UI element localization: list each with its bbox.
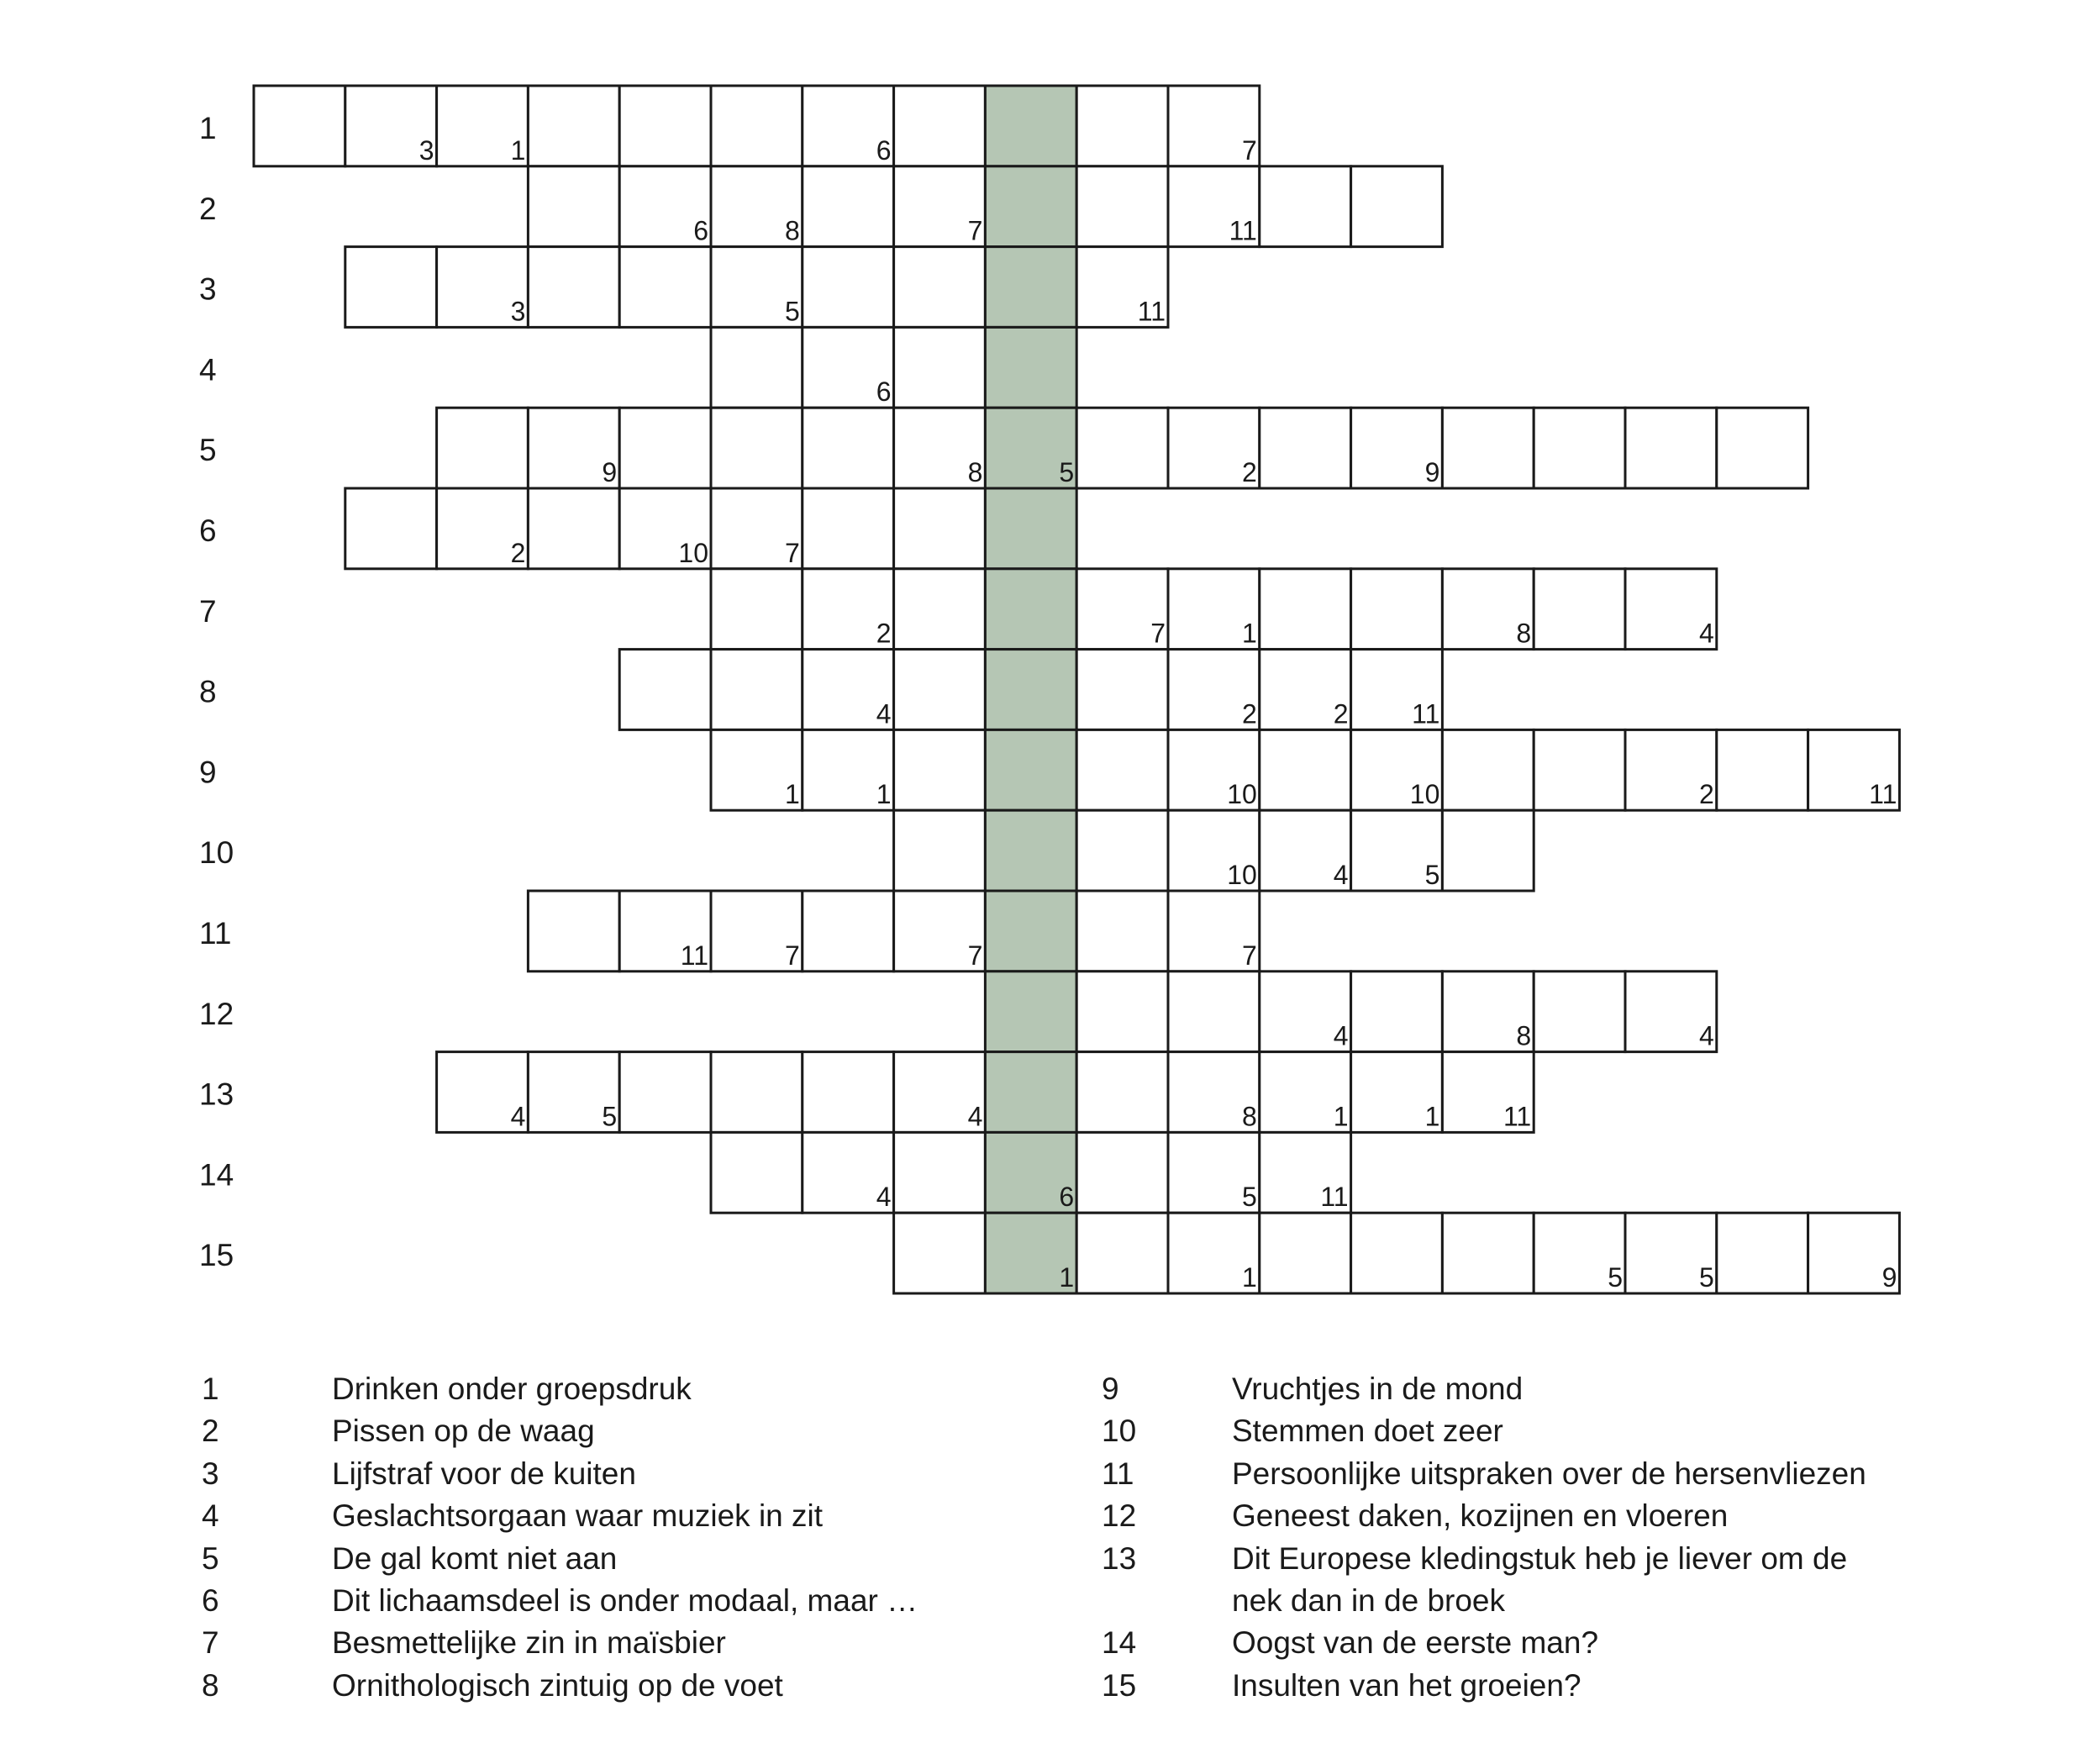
clue-15 [1102, 1665, 2026, 1707]
crossword-cell[interactable] [1351, 569, 1443, 650]
cell-letter-number: 3 [510, 296, 526, 327]
crossword-cell[interactable] [1076, 891, 1168, 972]
crossword-cell[interactable] [1351, 166, 1443, 247]
crossword-cell[interactable] [711, 650, 803, 730]
cell-letter-number: 8 [785, 215, 800, 246]
cell-letter-number: 11 [1229, 215, 1257, 246]
crossword-cell[interactable] [1076, 1213, 1168, 1293]
clue-number: 14 [1102, 1625, 1137, 1661]
crossword-cell[interactable] [1076, 972, 1168, 1052]
crossword-cell[interactable] [711, 569, 803, 650]
crossword-cell[interactable] [1260, 166, 1351, 247]
clue-number: 9 [1102, 1372, 1119, 1406]
crossword-cell[interactable] [894, 569, 986, 650]
cell-letter-number: 2 [510, 537, 526, 568]
crossword-cell[interactable] [1260, 729, 1351, 810]
key-column-cell[interactable] [985, 810, 1076, 891]
clue-number: 5 [202, 1540, 219, 1576]
clue-list-right [1102, 1368, 2026, 1707]
cell-letter-number: 6 [876, 376, 892, 408]
row-label-6: 6 [199, 513, 217, 548]
cell-letter-number: 8 [1242, 1101, 1257, 1132]
cell-letter-number: 11 [1502, 1101, 1532, 1132]
clue-10 [1102, 1410, 2026, 1452]
clue-text: Persoonlijke uitspraken over de hersenvliezen [1232, 1456, 1866, 1491]
clue-number: 2 [202, 1414, 219, 1449]
crossword-cell[interactable] [803, 488, 894, 569]
crossword-cell[interactable] [1534, 408, 1625, 488]
crossword-cell[interactable] [345, 488, 437, 569]
cell-letter-number: 11 [1412, 698, 1440, 729]
crossword-cell[interactable] [1260, 569, 1351, 650]
cell-letter-number: 9 [602, 457, 618, 487]
crossword-cell[interactable] [711, 86, 803, 166]
clue-text: nek dan in de broek [1232, 1583, 1506, 1619]
cell-letter-number: 8 [1516, 1020, 1532, 1051]
cell-letter-number: 4 [1699, 618, 1714, 649]
row-label-15: 15 [199, 1238, 234, 1273]
crossword-cell[interactable] [528, 247, 619, 328]
crossword-cell[interactable] [1076, 1052, 1168, 1133]
cell-letter-number: 5 [602, 1101, 618, 1132]
crossword-cell[interactable] [894, 1132, 986, 1213]
crossword-cell[interactable] [1076, 166, 1168, 247]
cell-letter-number: 10 [1227, 860, 1257, 890]
crossword-cell[interactable] [619, 247, 711, 328]
crossword-cell[interactable] [803, 408, 894, 488]
cell-letter-number: 4 [1333, 860, 1349, 890]
crossword-cell[interactable] [894, 327, 986, 408]
crossword-cell[interactable] [1534, 729, 1625, 810]
cell-letter-number: 7 [967, 215, 983, 246]
cell-letter-number: 4 [967, 1101, 983, 1132]
crossword-cell[interactable] [528, 166, 619, 247]
key-column-cell[interactable] [985, 729, 1076, 810]
cell-letter-number: 8 [1516, 618, 1532, 649]
crossword-cell[interactable] [894, 247, 986, 328]
row-label-1: 1 [199, 111, 217, 145]
clue-number: 6 [202, 1583, 219, 1619]
clue-text: Oogst van de eerste man? [1232, 1625, 1599, 1661]
crossword-cell[interactable] [1076, 1132, 1168, 1213]
cell-letter-number: 1 [876, 779, 892, 810]
cell-letter-number: 1 [1424, 1101, 1440, 1132]
crossword-cell[interactable] [894, 488, 986, 569]
cell-letter-number: 7 [1150, 618, 1166, 649]
clue-text: Besmettelijke zin in maïsbier [332, 1625, 726, 1661]
clue-number: 13 [1102, 1540, 1137, 1576]
clue-number: 12 [1102, 1498, 1137, 1534]
key-column-cell[interactable] [985, 1052, 1076, 1133]
clue-text: Dit lichaamsdeel is onder modaal, maar … [332, 1583, 918, 1619]
crossword-cell[interactable] [711, 1052, 803, 1133]
cell-letter-number: 2 [1699, 779, 1714, 810]
row-label-2: 2 [199, 191, 217, 226]
cell-letter-number: 1 [1242, 618, 1257, 649]
key-column-cell[interactable] [985, 247, 1076, 328]
clue-text: Ornithologisch zintuig op de voet [332, 1667, 783, 1703]
clue-3 [202, 1453, 958, 1495]
crossword-cell[interactable] [803, 1052, 894, 1133]
cell-letter-number: 10 [1227, 779, 1257, 810]
cell-letter-number: 2 [1242, 457, 1257, 487]
cell-letter-number: 2 [1242, 698, 1257, 729]
crossword-cell[interactable] [1260, 1213, 1351, 1293]
clue-text: Dit Europese kledingstuk heb je liever om de [1232, 1540, 1848, 1576]
crossword-cell[interactable] [619, 650, 711, 730]
clue-number: 1 [202, 1372, 219, 1406]
clue-number: 8 [202, 1667, 219, 1703]
clue-13 [1102, 1538, 2026, 1580]
cell-letter-number: 2 [876, 618, 892, 649]
clue-number: 7 [202, 1625, 219, 1661]
cell-letter-number: 7 [967, 940, 983, 971]
cell-letter-number: 6 [1059, 1182, 1075, 1213]
row-label-11: 11 [199, 916, 232, 950]
crossword-cell[interactable] [1076, 408, 1168, 488]
clue-11 [1102, 1453, 2026, 1495]
crossword-cell[interactable] [1534, 972, 1625, 1052]
crossword-cell[interactable] [619, 408, 711, 488]
crossword-cell[interactable] [1351, 1213, 1443, 1293]
crossword-cell[interactable] [619, 86, 711, 166]
cell-letter-number: 11 [680, 940, 708, 971]
cell-letter-number: 5 [1699, 1262, 1714, 1293]
crossword-cell[interactable] [528, 86, 619, 166]
clue-number: 11 [1102, 1456, 1134, 1491]
crossword-cell[interactable] [803, 166, 894, 247]
cell-letter-number: 10 [678, 537, 708, 568]
cell-letter-number: 1 [785, 779, 800, 810]
cell-letter-number: 5 [1608, 1262, 1623, 1293]
cell-letter-number: 7 [1242, 940, 1257, 971]
crossword-cell[interactable] [1442, 729, 1534, 810]
row-label-8: 8 [199, 674, 217, 709]
clue-13-continuation [1102, 1580, 2026, 1622]
crossword-cell[interactable] [345, 247, 437, 328]
cell-letter-number: 1 [1242, 1262, 1257, 1293]
row-label-14: 14 [199, 1157, 234, 1193]
key-column-cell[interactable] [985, 488, 1076, 569]
key-column-cell[interactable] [985, 891, 1076, 972]
clue-list-left [202, 1368, 958, 1707]
cell-letter-number: 4 [1333, 1020, 1349, 1051]
key-column-cell[interactable] [985, 972, 1076, 1052]
clue-9 [1102, 1368, 2026, 1410]
clue-text: Stemmen doet zeer [1232, 1414, 1503, 1449]
cell-letter-number: 3 [418, 134, 434, 166]
cell-letter-number: 5 [1424, 860, 1440, 890]
cell-letter-number: 9 [1424, 457, 1440, 487]
crossword-cell[interactable] [1442, 1213, 1534, 1293]
key-column-cell[interactable] [985, 166, 1076, 247]
row-label-3: 3 [199, 271, 217, 307]
key-column-cell[interactable] [985, 569, 1076, 650]
crossword-cell[interactable] [894, 729, 986, 810]
crossword-cell[interactable] [711, 1132, 803, 1213]
cell-letter-number: 10 [1409, 779, 1440, 810]
crossword-cell[interactable] [1717, 729, 1808, 810]
clue-text: Lijfstraf voor de kuiten [332, 1456, 636, 1491]
cell-letter-number: 2 [1333, 698, 1349, 729]
crossword-cell[interactable] [619, 1052, 711, 1133]
crossword-cell[interactable] [894, 86, 986, 166]
crossword-cell[interactable] [894, 1213, 986, 1293]
row-label-4: 4 [199, 352, 217, 387]
clue-number [1102, 1580, 1232, 1622]
clue-12 [1102, 1495, 2026, 1537]
clue-text: Insulten van het groeien? [1232, 1667, 1581, 1703]
cell-letter-number: 5 [1059, 457, 1075, 487]
clue-text: Geneest daken, kozijnen en vloeren [1232, 1498, 1729, 1534]
cell-letter-number: 1 [510, 134, 526, 166]
clue-6 [202, 1580, 958, 1622]
row-label-13: 13 [199, 1077, 234, 1112]
cell-letter-number: 7 [1242, 134, 1257, 166]
key-column-cell[interactable] [985, 86, 1076, 166]
clue-number: 4 [202, 1498, 219, 1534]
cell-letter-number: 5 [785, 296, 800, 327]
crossword-cell[interactable] [1534, 569, 1625, 650]
cell-letter-number: 4 [876, 698, 892, 729]
cell-letter-number: 8 [967, 457, 983, 487]
row-label-9: 9 [199, 755, 217, 790]
cell-letter-number: 5 [1242, 1182, 1257, 1213]
clue-text: Drinken onder groepsdruk [332, 1372, 692, 1406]
crossword-cell[interactable] [528, 891, 619, 972]
crossword-cell[interactable] [1442, 810, 1534, 891]
crossword-cell[interactable] [1076, 650, 1168, 730]
crossword-cell[interactable] [1076, 86, 1168, 166]
row-label-7: 7 [199, 593, 217, 629]
key-column-cell[interactable] [985, 650, 1076, 730]
cell-letter-number: 4 [510, 1101, 526, 1132]
clue-number: 10 [1102, 1414, 1137, 1449]
crossword-cell[interactable] [711, 327, 803, 408]
crossword-cell[interactable] [1260, 408, 1351, 488]
crossword-cell[interactable] [1351, 972, 1443, 1052]
clue-7 [202, 1622, 958, 1664]
clue-1 [202, 1368, 958, 1410]
crossword-cell[interactable] [894, 650, 986, 730]
crossword-cell[interactable] [1717, 1213, 1808, 1293]
crossword-cell[interactable] [711, 408, 803, 488]
clue-4 [202, 1495, 958, 1537]
cell-letter-number: 6 [876, 134, 892, 166]
clue-text: Pissen op de waag [332, 1414, 595, 1449]
crossword-cell[interactable] [1717, 408, 1808, 488]
crossword-cell[interactable] [894, 810, 986, 891]
clue-text: Vruchtjes in de mond [1232, 1372, 1524, 1406]
crossword-cell[interactable] [254, 86, 345, 166]
crossword-cell[interactable] [437, 408, 529, 488]
row-label-10: 10 [199, 835, 234, 871]
crossword-cell[interactable] [803, 891, 894, 972]
cell-letter-number: 4 [876, 1182, 892, 1213]
row-label-5: 5 [199, 433, 217, 468]
cell-letter-number: 4 [1699, 1020, 1714, 1051]
cell-letter-number: 6 [693, 215, 708, 246]
clue-5 [202, 1538, 958, 1580]
cell-letter-number: 11 [1320, 1182, 1349, 1213]
clue-number: 3 [202, 1456, 219, 1491]
crossword-cell[interactable] [803, 247, 894, 328]
clue-14 [1102, 1622, 2026, 1664]
row-label-12: 12 [199, 996, 234, 1031]
crossword-cell[interactable] [1442, 408, 1534, 488]
cell-letter-number: 9 [1881, 1262, 1897, 1293]
clue-number: 15 [1102, 1667, 1137, 1703]
key-column-cell[interactable] [985, 327, 1076, 408]
cell-letter-number: 1 [1059, 1262, 1075, 1293]
crossword-cell[interactable] [1076, 810, 1168, 891]
clue-text: Geslachtsorgaan waar muziek in zit [332, 1498, 824, 1534]
cell-letter-number: 1 [1333, 1101, 1349, 1132]
cell-letter-number: 11 [1137, 296, 1166, 327]
clue-2 [202, 1410, 958, 1452]
cell-letter-number: 7 [785, 940, 800, 971]
crossword-cell[interactable] [528, 488, 619, 569]
cell-letter-number: 7 [785, 537, 800, 568]
clue-8 [202, 1665, 958, 1707]
crossword-cell[interactable] [1625, 408, 1717, 488]
crossword-cell[interactable] [1168, 972, 1260, 1052]
clue-text: De gal komt niet aan [332, 1540, 618, 1576]
cell-letter-number: 11 [1869, 779, 1897, 810]
crossword-cell[interactable] [1076, 729, 1168, 810]
